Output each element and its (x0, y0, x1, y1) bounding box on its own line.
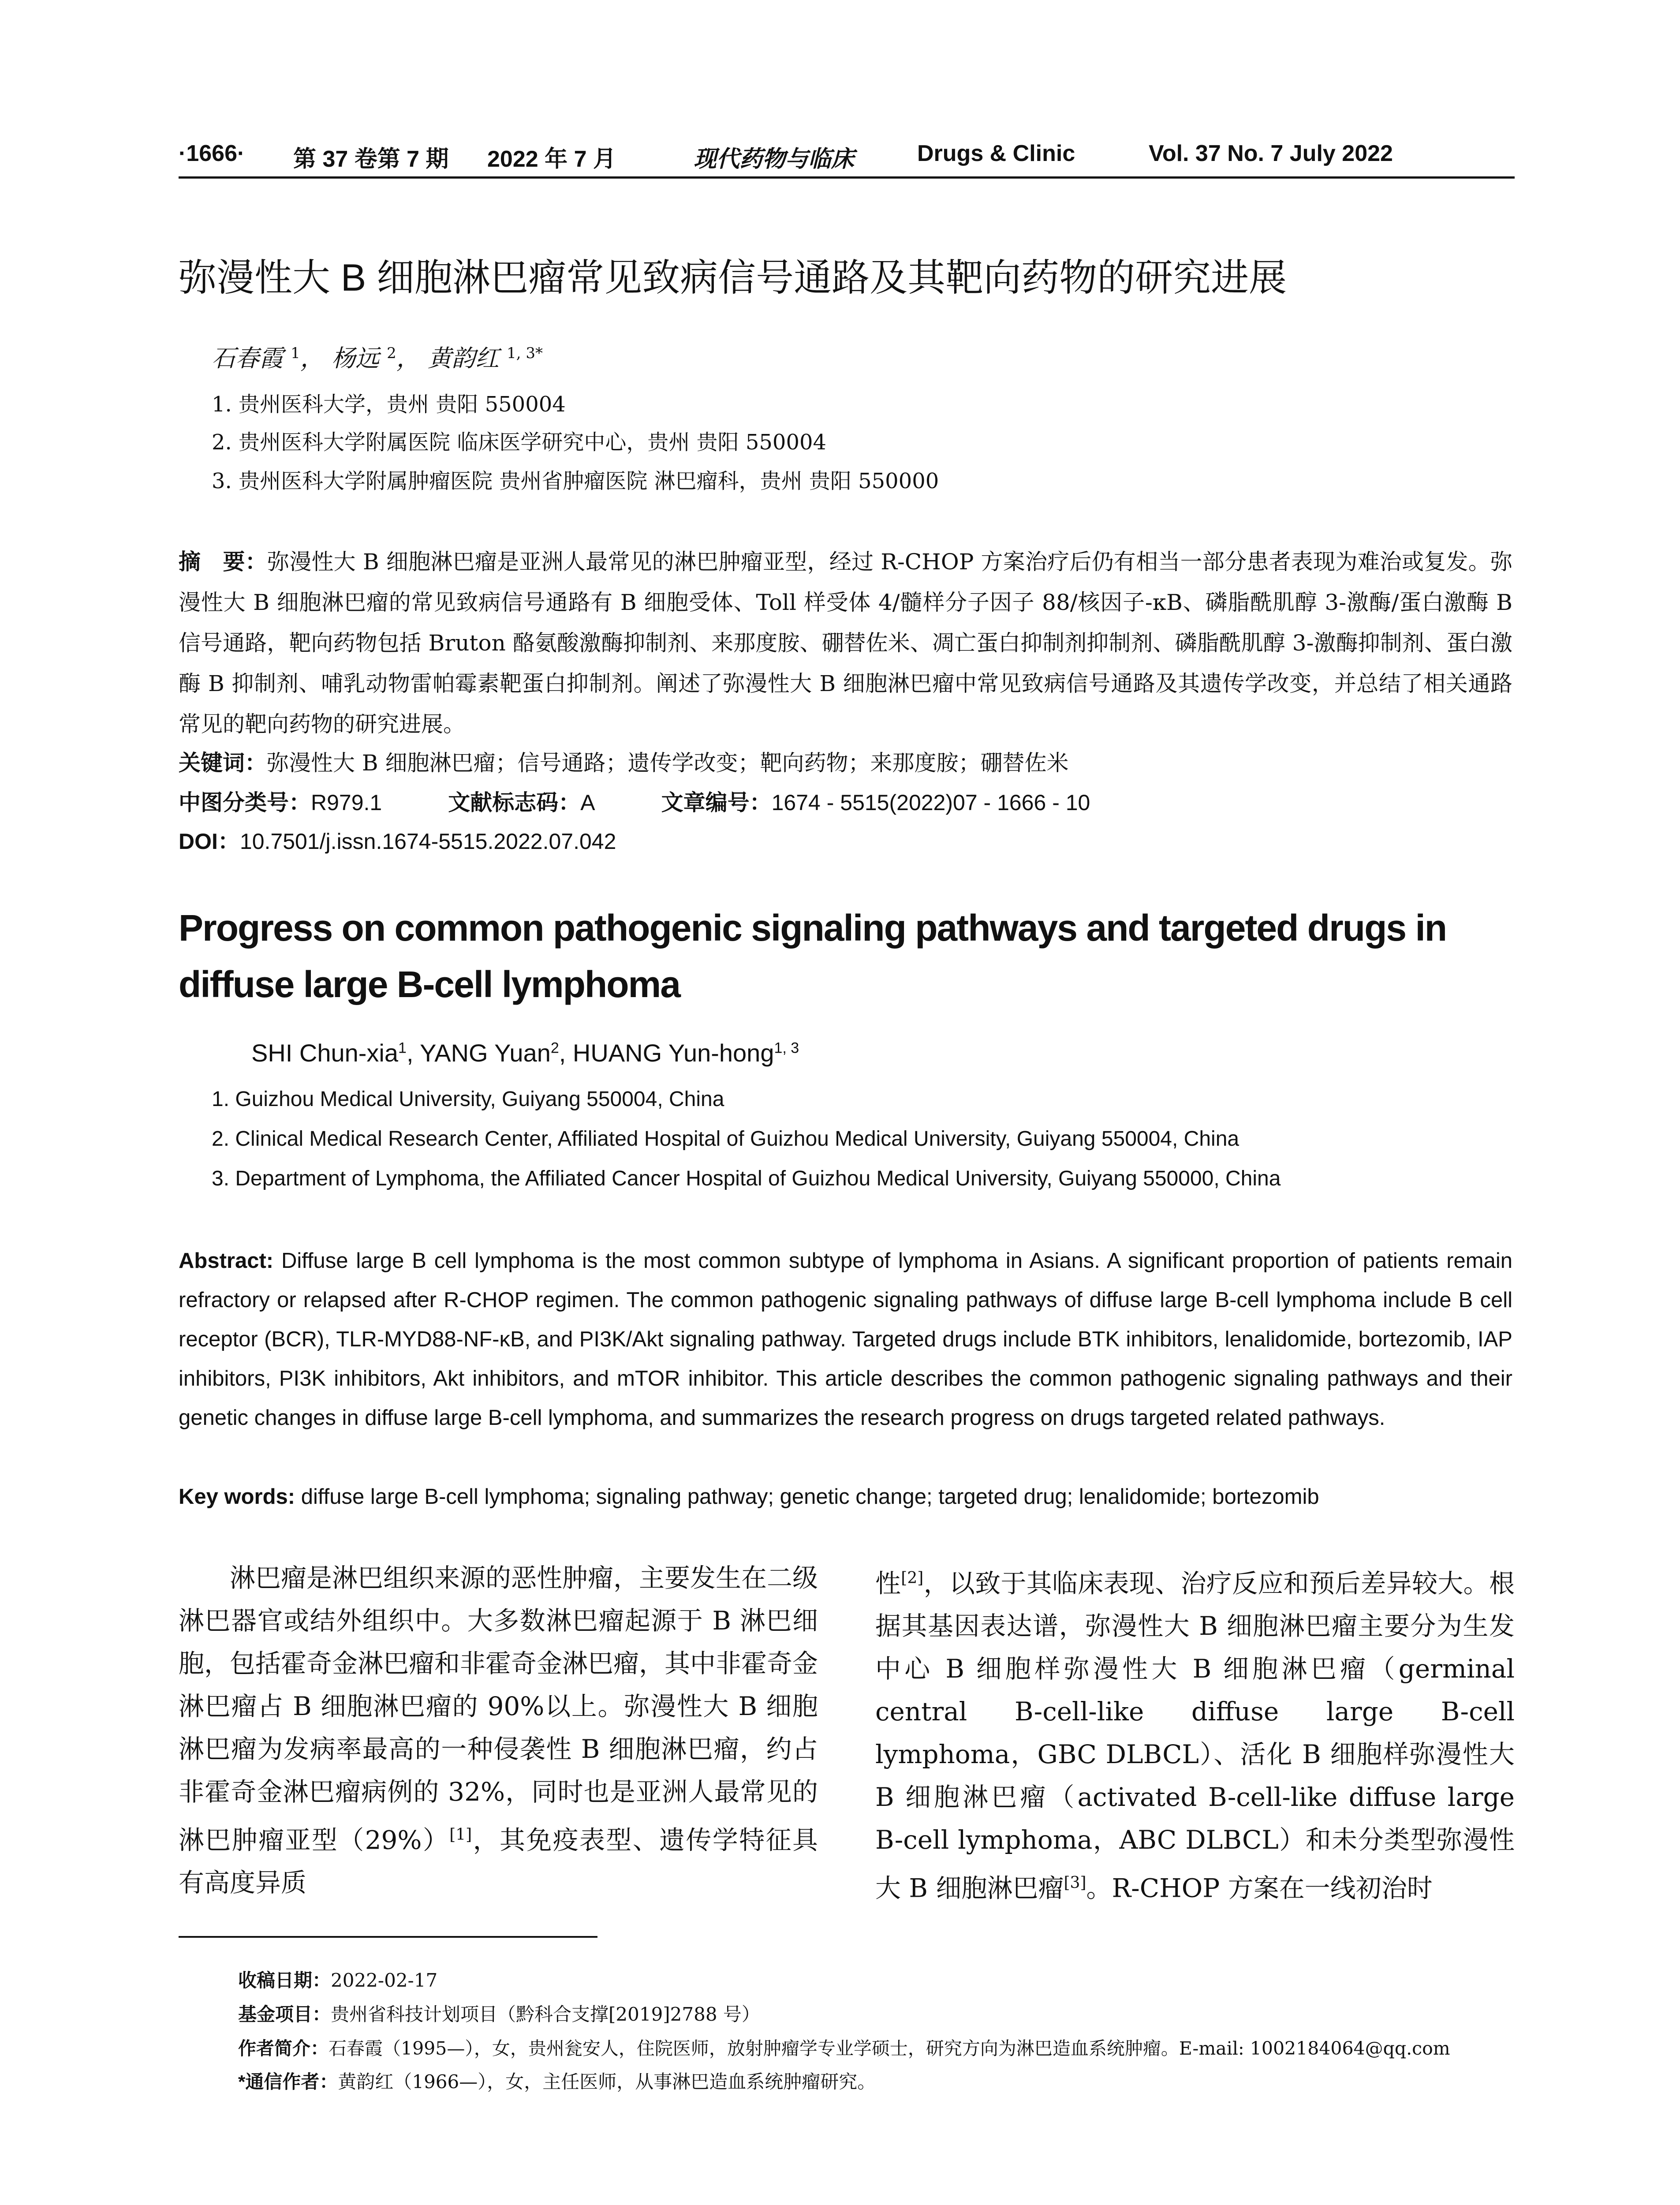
body-text: ，其免疫表型、遗传学特征具有高度异质 (179, 1825, 818, 1898)
author-affiliation-mark: 2 (550, 1039, 559, 1057)
author-name: 石春霞 (212, 344, 283, 372)
article-title-cn: 弥漫性大 B 细胞淋巴瘤常见致病信号通路及其靶向药物的研究进展 (179, 257, 1287, 299)
author-affiliation-mark: 1, 3* (507, 344, 543, 362)
footnote-corresponding: *通信作者：黄韵红（1966—），女，主任医师，从事淋巴造血系统肿瘤研究。 (238, 2071, 876, 2093)
author-list-en: SHI Chun-xia$^1$, YANG Yuan$^2$, HUANG Yun-hong$^{1, 3}$ (251, 1039, 799, 1067)
keywords-text-en: diffuse large B-cell lymphoma; signaling pathway; genetic change; targeted drug; lenalidomide; bortezomib (301, 1485, 1319, 1509)
author-list-cn: 石春霞 $^1$， 杨远 $^2$， 黄韵红 $^{1, 3*}$ (212, 344, 543, 372)
abstract-en (179, 1241, 1512, 1438)
header-rule (179, 176, 1515, 179)
doi-label: DOI： (179, 829, 240, 854)
article-number-value: 1674 - 5515(2022)07 - 1666 - 10 (771, 790, 1090, 815)
author-name: 杨远 (331, 344, 379, 372)
author-affiliation-mark: 1 (398, 1039, 407, 1057)
footnote-fund: 基金项目：贵州省科技计划项目（黔科合支撑[2019]2788 号） (238, 2003, 760, 2025)
classification-line (179, 785, 1090, 817)
citation-ref[interactable]: [3] (1064, 1874, 1086, 1892)
author-name: YANG Yuan (420, 1039, 551, 1067)
volume-cn: 第 37 卷第 7 期 (293, 146, 449, 172)
affiliation-cn: 1. 贵州医科大学，贵州 贵阳 550004 (212, 392, 566, 417)
journal-name-cn: 现代药物与临床 (694, 146, 855, 172)
volume-en: Vol. 37 No. 7 July 2022 (1149, 141, 1393, 166)
affiliation-en: 2. Clinical Medical Research Center, Affiliated Hospital of Guizhou Medical University, Guiyang 550004, China (212, 1127, 1239, 1151)
body-text: ，以致于其临床表现、治疗反应和预后差异较大。根据其基因表达谱，弥漫性大 B 细胞淋巴瘤主要分为生发中心 B 细胞样弥漫性大 B 细胞淋巴瘤（germinal central B-cell-like diffuse large B-cell lymphoma，GBC DLBCL）、活化 B 细胞样弥漫性大 B 细胞淋巴瘤（activated B-cell-like diffuse large B-cell lymphoma，ABC DLBCL）和未分类型弥漫性大 B 细胞淋巴瘤 (875, 1568, 1515, 1903)
body-column-right (875, 1557, 1515, 1910)
footnote-label: 作者简介： (238, 2038, 329, 2059)
keywords-en (179, 1477, 1512, 1517)
abstract-label-en: Abstract: (179, 1249, 274, 1273)
article-title-en: Progress on common pathogenic signaling pathways and targeted drugs in diffuse large B-cell lymphoma (179, 907, 1447, 1005)
keywords-cn (179, 745, 1069, 777)
page-number: ·1666· (179, 141, 245, 166)
abstract-text-cn: 弥漫性大 B 细胞淋巴瘤是亚洲人最常见的淋巴肿瘤亚型，经过 R-CHOP 方案治疗后仍有相当一部分患者表现为难治或复发。弥漫性大 B 细胞淋巴瘤的常见致病信号通路有 B 细胞受体、Toll 样受体 4/髓样分子因子 88/核因子-κB、磷脂酰肌醇 3-激酶/蛋白激酶 B 信号通路，靶向药物包括 Bruton 酪氨酸激酶抑制剂、来那度胺、硼替佐米、凋亡蛋白抑制剂抑制剂、磷脂酰肌醇 3-激酶抑制剂、蛋白激酶 B 抑制剂、哺乳动物雷帕霉素靶蛋白抑制剂。阐述了弥漫性大 B 细胞淋巴瘤中常见致病信号通路及其遗传学改变，并总结了相关通路常见的靶向药物的研究进展。 (179, 549, 1513, 737)
footnote-rule (179, 1936, 597, 1938)
article-number-label: 文章编号： (661, 790, 772, 815)
footnote-label: *通信作者： (238, 2071, 338, 2092)
doi-line (179, 824, 616, 856)
keywords-label-en: Key words: (179, 1485, 295, 1509)
author-name: HUANG Yun-hong (572, 1039, 774, 1067)
body-column-left (179, 1557, 818, 1904)
abstract-cn (179, 542, 1512, 744)
abstract-label-cn: 摘 要： (179, 549, 267, 574)
body-text: 。R-CHOP 方案在一线初治时 (1086, 1873, 1433, 1903)
footnote-label: 收稿日期： (238, 1970, 331, 1991)
clc-label: 中图分类号： (179, 790, 311, 815)
affiliation-cn: 3. 贵州医科大学附属肿瘤医院 贵州省肿瘤医院 淋巴瘤科，贵州 贵阳 550000 (212, 469, 939, 493)
keywords-label-cn: 关键词： (179, 751, 267, 775)
affiliation-en: 3. Department of Lymphoma, the Affiliated Cancer Hospital of Guizhou Medical University, Guiyang 550000, China (212, 1167, 1281, 1190)
doccode-label: 文献标志码： (448, 790, 581, 815)
journal-name-en: Drugs & Clinic (917, 141, 1075, 166)
author-affiliation-mark: 1, 3 (774, 1039, 799, 1057)
author-affiliation-mark: 2 (387, 344, 396, 362)
clc-value: R979.1 (311, 790, 382, 815)
body-text: 淋巴瘤是淋巴组织来源的恶性肿瘤，主要发生在二级淋巴器官或结外组织中。大多数淋巴瘤起源于 B 淋巴细胞，包括霍奇金淋巴瘤和非霍奇金淋巴瘤，其中非霍奇金淋巴瘤占 B 细胞淋巴瘤的 90%以上。弥漫性大 B 细胞淋巴瘤为发病率最高的一种侵袭性 B 细胞淋巴瘤，约占非霍奇金淋巴瘤病例的 32%，同时也是亚洲人最常见的淋巴肿瘤亚型（29%） (179, 1563, 818, 1855)
citation-ref[interactable]: [1] (449, 1826, 472, 1844)
footnote-author-bio: 作者简介：石春霞（1995—），女，贵州瓮安人，住院医师，放射肿瘤学专业学硕士，研究方向为淋巴造血系统肿瘤。E-mail: 1002184064@qq.com (238, 2038, 1450, 2059)
abstract-text-en: Diffuse large B cell lymphoma is the most common subtype of lymphoma in Asians. A significant proportion of patients remain refractory or relapsed after R-CHOP regimen. The common pathogenic signaling pathways of diffuse large B-cell lymphoma include B cell receptor (BCR), TLR-MYD88-NF-κB, and PI3K/Akt signaling pathway. Targeted drugs include BTK inhibitors, lenalidomide, bortezomib, IAP inhibitors, PI3K inhibitors, Akt inhibitors, and mTOR inhibitor. This article describes the common pathogenic signaling pathways and their genetic changes in diffuse large B-cell lymphoma, and summarizes the research progress on drugs targeted related pathways. (179, 1249, 1512, 1430)
body-text: 性 (875, 1568, 901, 1599)
footnote-received: 收稿日期：2022-02-17 (238, 1970, 438, 1991)
author-name: SHI Chun-xia (251, 1039, 399, 1067)
author-name: 黄韵红 (427, 344, 499, 372)
affiliation-en: 1. Guizhou Medical University, Guiyang 550004, China (212, 1088, 724, 1111)
doccode-value: A (580, 790, 595, 815)
keywords-text-cn: 弥漫性大 B 细胞淋巴瘤；信号通路；遗传学改变；靶向药物；来那度胺；硼替佐米 (267, 750, 1069, 776)
affiliation-cn: 2. 贵州医科大学附属医院 临床医学研究中心，贵州 贵阳 550004 (212, 430, 827, 455)
author-affiliation-mark: 1 (291, 344, 300, 362)
doi-value: 10.7501/j.issn.1674-5515.2022.07.042 (239, 829, 616, 854)
citation-ref[interactable]: [2] (901, 1569, 924, 1587)
date-cn: 2022 年 7 月 (487, 146, 616, 172)
running-header (179, 140, 1512, 176)
footnote-label: 基金项目： (238, 2004, 331, 2025)
